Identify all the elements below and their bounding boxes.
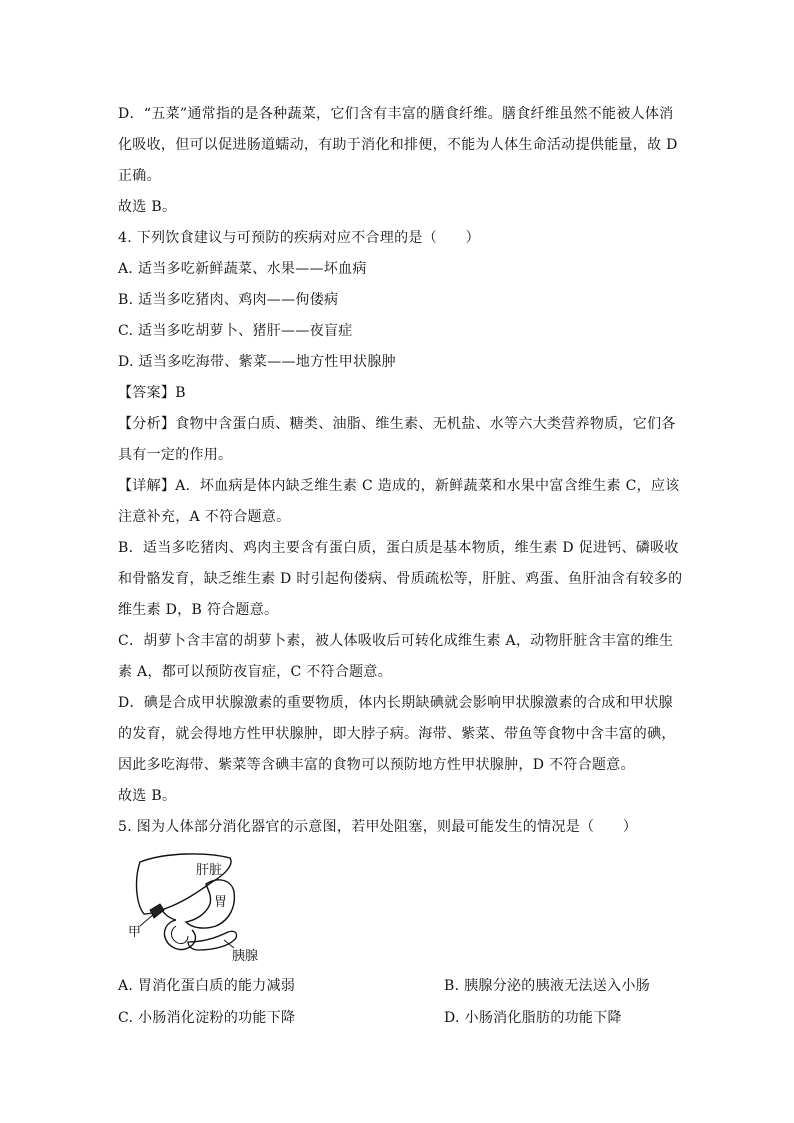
question-4-option-c: C. 适当多吃胡萝卜、猪肝——夜盲症 xyxy=(118,323,353,339)
jia-leader-line xyxy=(140,914,154,926)
detail-line: 和骨骼发育，缺乏维生素 D 时引起佝偻病、骨质疏松等，肝脏、鸡蛋、鱼肝油含有较多的 xyxy=(118,571,683,587)
jia-label: 甲 xyxy=(128,925,142,940)
detail-line: 素 A，都可以预防夜盲症，C 不符合题意。 xyxy=(118,664,393,680)
question-5-option-d: D. 小肠消化脂肪的功能下降 xyxy=(444,1010,622,1026)
text-line: 故选 B。 xyxy=(118,199,177,215)
question-5-option-a: A. 胃消化蛋白质的能力减弱 xyxy=(118,978,296,994)
duodenum-inner xyxy=(172,926,189,944)
text-line: 正确。 xyxy=(118,168,161,184)
detail-line: C．胡萝卜含丰富的胡萝卜素，被人体吸收后可转化成维生素 A，动物肝脏含丰富的维生 xyxy=(118,633,674,649)
digestive-organs-diagram xyxy=(126,848,286,968)
detail-line: 维生素 D，B 符合题意。 xyxy=(118,602,279,618)
question-4-option-a: A. 适当多吃新鲜蔬菜、水果——坏血病 xyxy=(118,261,367,277)
detail-line: 的发育，就会得地方性甲状腺肿，即大脖子病。海带、紫菜、带鱼等食物中含丰富的碘， xyxy=(118,726,676,742)
text-line: 化吸收，但可以促进肠道蠕动，有助于消化和排便，不能为人体生命活动提供能量，故 D xyxy=(118,137,678,153)
liver-label: 肝脏 xyxy=(196,863,223,878)
stomach-shape xyxy=(186,880,234,928)
detail-line: 注意补充，A 不符合题意。 xyxy=(118,509,291,525)
text-line: D．“五菜”通常指的是各种蔬菜，它们含有丰富的膳食纤维。膳食纤维虽然不能被人体消 xyxy=(118,106,674,122)
analysis-line: 具有一定的作用。 xyxy=(118,447,233,463)
question-4-option-b: B. 适当多吃猪肉、鸡肉——佝偻病 xyxy=(118,292,339,308)
detail-line: B．适当多吃猪肉、鸡肉主要含有蛋白质，蛋白质是基本物质，维生素 D 促进钙、磷吸收 xyxy=(118,540,679,556)
question-4-option-d: D. 适当多吃海带、紫菜——地方性甲状腺肿 xyxy=(118,354,396,370)
detail-line: D．碘是合成甲状腺激素的重要物质，体内长期缺碘就会影响甲状腺激素的合成和甲状腺 xyxy=(118,695,673,711)
detail-line: 【详解】A．坏血病是体内缺乏维生素 C 造成的，新鲜蔬菜和水果中富含维生素 C，应该 xyxy=(118,478,680,494)
answer-line: 【答案】B xyxy=(118,385,186,401)
duodenum-shape xyxy=(164,920,195,950)
pancreas-label: 胰腺 xyxy=(232,949,259,964)
question-4-title: 4. 下列饮食建议与可预防的疾病对应不合理的是（ ） xyxy=(118,230,480,246)
digestive-organs-figure xyxy=(126,848,286,968)
detail-line: 因此多吃海带、紫菜等含碘丰富的食物可以预防地方性甲状腺肿，D 不符合题意。 xyxy=(118,757,635,773)
question-5-option-c: C. 小肠消化淀粉的功能下降 xyxy=(118,1010,296,1026)
analysis-line: 【分析】食物中含蛋白质、糖类、油脂、维生素、无机盐、水等六大类营养物质，它们各 xyxy=(118,416,676,432)
stomach-label: 胃 xyxy=(214,895,228,910)
question-5-option-b: B. 胰腺分泌的胰液无法送入小肠 xyxy=(444,978,650,994)
question-5-title: 5. 图为人体部分消化器官的示意图，若甲处阻塞，则最可能发生的情况是（ ） xyxy=(118,819,638,835)
conclusion-line: 故选 B。 xyxy=(118,788,177,804)
